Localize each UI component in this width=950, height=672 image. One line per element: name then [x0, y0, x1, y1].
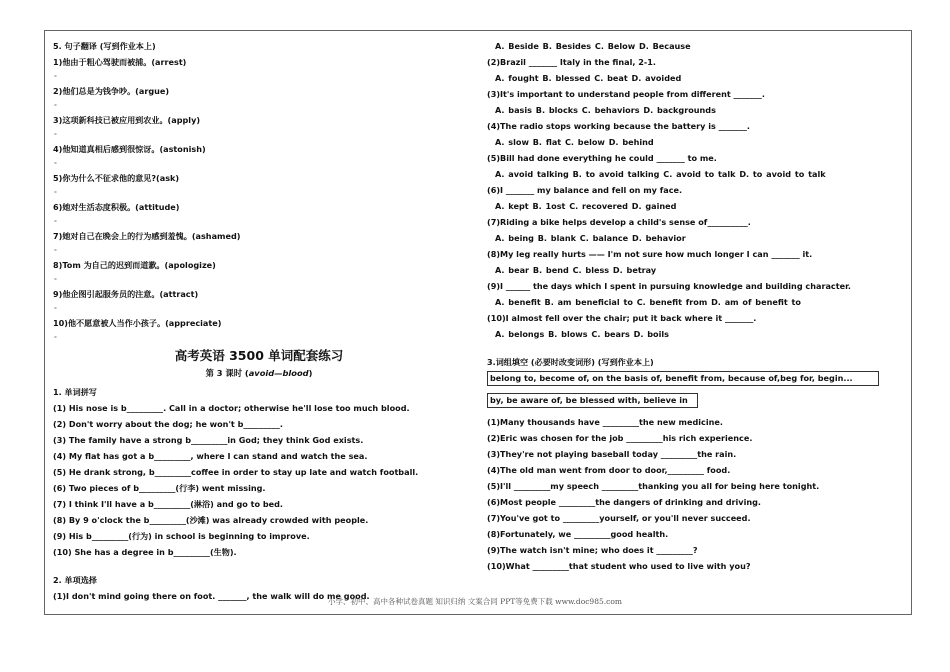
subtitle-prefix: 第 3 课时 (: [205, 368, 249, 378]
translation-item: 6)她对生活态度积极。(attitude): [53, 202, 180, 212]
translation-item: 7)她对自己在晚会上的行为感到羞愧。(ashamed): [53, 231, 241, 241]
answer-options: A. bear B. bend C. bless D. betray: [495, 265, 657, 275]
answer-options: A. basis B. blocks C. behaviors D. backgrounds: [495, 105, 716, 115]
phrase-fill-item: (10)What _________that student who used to live with you?: [487, 561, 751, 571]
lesson-subtitle: [53, 366, 465, 380]
answer-line-marker: -: [54, 159, 57, 167]
answer-options: A. kept B. 1ost C. recovered D. gained: [495, 201, 677, 211]
translation-item: 2)他们总是为钱争吵。(argue): [53, 86, 170, 96]
phrase-fill-item: (1)Many thousands have _________the new medicine.: [487, 417, 723, 427]
answer-line-marker: -: [54, 72, 57, 80]
multiple-choice-heading: 2. 单项选择: [53, 575, 97, 585]
multiple-choice-question: (10)I almost fell over the chair; put it back where it _______.: [487, 313, 757, 323]
multiple-choice-question: (4)The radio stops working because the battery is _______.: [487, 121, 751, 131]
phrase-fill-item: (5)I'll _________my speech _________thanking you all for being here tonight.: [487, 481, 820, 491]
multiple-choice-question: (8)My leg really hurts —— I'm not sure how much longer I can _______ it.: [487, 249, 813, 259]
spelling-item: (1) His nose is b_________. Call in a doctor; otherwise he'll lose too much blood.: [53, 403, 410, 413]
answer-options: A. Beside B. Besides C. Below D. Because: [495, 41, 691, 51]
subtitle-suffix: ): [308, 368, 313, 378]
phrase-bank-row: belong to, become of, on the basis of, benefit from, because of,beg for, begin...: [487, 371, 879, 386]
multiple-choice-question: (9)I ______ the days which I spent in pursuing knowledge and building character.: [487, 281, 851, 291]
translation-item: 4)他知道真相后感到很惊讶。(astonish): [53, 144, 206, 154]
answer-line-marker: -: [54, 217, 57, 225]
answer-options: A. fought B. blessed C. beat D. avoided: [495, 73, 682, 83]
multiple-choice-list: [487, 38, 895, 342]
word-range: avoid—blood: [248, 368, 309, 378]
phrase-fill-item: (3)They're not playing baseball today _________the rain.: [487, 449, 737, 459]
phrase-fill-item: (4)The old man went from door to door,_________ food.: [487, 465, 731, 475]
spelling-item: (4) My flat has got a b_________, where I can stand and watch the sea.: [53, 451, 368, 461]
phrase-fill-item: (7)You've got to _________yourself, or you'll never succeed.: [487, 513, 751, 523]
multiple-choice-question: (2)Brazil _______ Italy in the final, 2-1.: [487, 57, 656, 67]
spelling-item: (9) His b_________(行为) in school is beginning to improve.: [53, 531, 310, 541]
translation-item: 5)你为什么不征求他的意见?(ask): [53, 173, 180, 183]
phrase-bank: [487, 370, 895, 414]
multiple-choice-question: (5)Bill had done everything he could _______ to me.: [487, 153, 717, 163]
spelling-item: (3) The family have a strong b_________in God; they think God exists.: [53, 435, 364, 445]
answer-line-marker: -: [54, 333, 57, 341]
spelling-item: (8) By 9 o'clock the b_________(沙滩) was already crowded with people.: [53, 515, 369, 525]
answer-options: A. slow B. flat C. below D. behind: [495, 137, 654, 147]
translation-item: 9)他企图引起服务员的注意。(attract): [53, 289, 199, 299]
phrase-fill-item: (8)Fortunately, we _________good health.: [487, 529, 669, 539]
spelling-item: (5) He drank strong, b_________coffee in order to stay up late and watch football.: [53, 467, 419, 477]
spelling-heading: 1. 单词拼写: [53, 387, 97, 397]
spelling-item: (10) She has a degree in b_________(生物).: [53, 547, 237, 557]
answer-line-marker: -: [54, 188, 57, 196]
translation-item: 8)Tom 为自己的迟到而道歉。(apologize): [53, 260, 216, 270]
phrase-fill-item: (2)Eric was chosen for the job _________his rich experience.: [487, 433, 753, 443]
right-column: [487, 38, 895, 574]
answer-line-marker: -: [54, 275, 57, 283]
phrase-fill-item: (6)Most people _________the dangers of drinking and driving.: [487, 497, 761, 507]
left-column: [53, 38, 465, 604]
multiple-choice-question: (3)It's important to understand people from different _______.: [487, 89, 765, 99]
answer-line-marker: -: [54, 101, 57, 109]
translation-item: 1)他由于粗心驾驶而被捕。(arrest): [53, 57, 187, 67]
answer-line-marker: -: [54, 130, 57, 138]
phrase-bank-row: by, be aware of, be blessed with, believe in: [487, 393, 698, 408]
answer-options: A. benefit B. am beneficial to C. benefit from D. am of benefit to: [495, 297, 801, 307]
multiple-choice-question: (1)I don't mind going there on foot. _______, the walk will do me good.: [53, 591, 370, 601]
translation-item: 10)他不愿意被人当作小孩子。(appreciate): [53, 318, 222, 328]
answer-line-marker: -: [54, 304, 57, 312]
spelling-item: (7) I think I'll have a b_________(淋浴) and go to bed.: [53, 499, 284, 509]
answer-options: A. belongs B. blows C. bears D. boils: [495, 329, 669, 339]
answer-line-marker: -: [54, 246, 57, 254]
worksheet-title: 高考英语 3500 单词配套练习: [174, 348, 344, 363]
translation-heading: 5. 句子翻译 (写到作业本上): [53, 41, 156, 51]
multiple-choice-question: (7)Riding a bike helps develop a child's sense of__________.: [487, 217, 751, 227]
page-footer: 小学、初中、高中各种试卷真题 知识归纳 文案合同 PPT等免费下载 www.doc985.com: [328, 597, 622, 606]
answer-options: A. avoid talking B. to avoid talking C. avoid to talk D. to avoid to talk: [495, 169, 826, 179]
answer-options: A. being B. blank C. balance D. behavior: [495, 233, 686, 243]
spelling-item: (2) Don't worry about the dog; he won't b_________.: [53, 419, 283, 429]
phrase-fill-heading: 3.词组填空 (必要时改变词形) (写到作业本上): [487, 357, 654, 367]
translation-item: 3)这项新科技已被应用到农业。(apply): [53, 115, 201, 125]
spelling-item: (6) Two pieces of b_________(行李) went missing.: [53, 483, 266, 493]
phrase-fill-item: (9)The watch isn't mine; who does it _________?: [487, 545, 698, 555]
multiple-choice-question: (6)I _______ my balance and fell on my face.: [487, 185, 683, 195]
